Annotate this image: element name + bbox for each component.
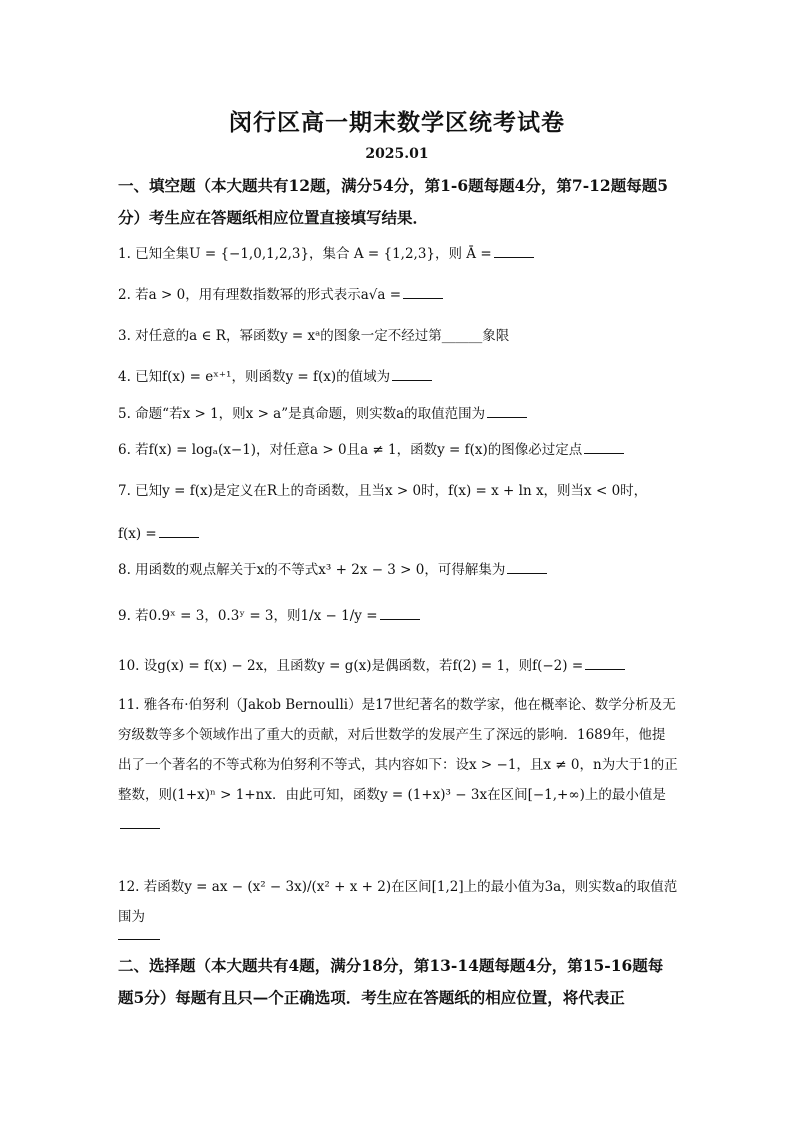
answer-blank: [403, 297, 443, 299]
answer-blank: [380, 618, 420, 620]
answer-blank: [507, 572, 547, 574]
section-2-heading: 二、选择题（本大题共有4题，满分18分，第13-14题每题4分，第15-16题每题5分）每题有且只—个正确选项．考生应在答题纸的相应位置，将代表正: [118, 956, 664, 1007]
question-2: [118, 285, 678, 305]
question-6-text: 6. 若f(x) = logₐ(x−1)，对任意a > 0且a ≠ 1，函数y = f(x)的图像必过定点: [118, 442, 583, 458]
question-3-text: 3. 对任意的a ∈ R，幂函数y = xᵃ的图象一定不经过第______象限: [118, 328, 510, 344]
answer-blank: [487, 416, 527, 418]
question-1-text: 1. 已知全集U = {−1,0,1,2,3}，集合 A = {1,2,3}，则 Ā =: [118, 246, 492, 262]
answer-blank: [494, 256, 534, 258]
question-8: [118, 560, 678, 580]
question-2-text: 2. 若a > 0，用有理数指数幂的形式表示a√a =: [118, 287, 402, 303]
question-4-text: 4. 已知f(x) = eˣ⁺¹，则函数y = f(x)的值域为: [118, 369, 391, 385]
question-5-text: 5. 命题“若x > 1，则x > a”是真命题，则实数a的取值范围为: [118, 406, 486, 422]
question-4: [118, 367, 678, 387]
question-7-line-1: [118, 481, 678, 501]
question-11-text: 11. 雅各布·伯努利（Jakob Bernoulli）是17世纪著名的数学家，他在概率论、数学分析及无穷级数等多个领域作出了重大的贡献，对后世数学的发展产生了深远的影响．1689年，他提出了一个著名的不等式称为伯努利不等式，其内容如下：设x > −1，且x ≠ 0，n为大于1的正整数，则(1+x)ⁿ > 1+nx．由此可知，函数y = (1+x)³ − 3x在区间[−1,+∞)上的最小值是: [118, 697, 678, 803]
answer-blank: [118, 938, 160, 940]
question-1: [118, 244, 678, 264]
question-5: [118, 404, 678, 424]
answer-blank: [392, 379, 432, 381]
question-12: [118, 872, 678, 932]
question-7-answer-label: f(x) =: [118, 526, 157, 542]
question-7-line-2: [118, 524, 678, 544]
answer-blank: [120, 827, 160, 829]
question-11: [118, 690, 678, 840]
question-10: [118, 656, 678, 676]
question-6: [118, 440, 678, 460]
question-9-text: 9. 若0.9ˣ = 3，0.3ʸ = 3，则1/x − 1/y =: [118, 608, 378, 624]
section-1-heading: 一、填空题（本大题共有12题，满分54分，第1-6题每题4分，第7-12题每题5分）考生应在答题纸相应位置直接填写结果．: [118, 176, 669, 227]
question-3: [118, 326, 678, 346]
answer-blank: [159, 536, 199, 538]
answer-blank: [584, 452, 624, 454]
exam-date: 2025.01: [365, 146, 429, 162]
question-12-answer-line: [118, 926, 678, 946]
question-8-text: 8. 用函数的观点解关于x的不等式x³ + 2x − 3 > 0，可得解集为: [118, 562, 506, 578]
answer-blank: [585, 668, 625, 670]
question-7-text: 7. 已知y = f(x)是定义在R上的奇函数，且当x > 0时，f(x) = x + ln x，则当x < 0时，: [118, 483, 648, 499]
page-title: 闵行区高一期末数学区统考试卷: [229, 109, 565, 136]
question-10-text: 10. 设g(x) = f(x) − 2x，且函数y = g(x)是偶函数，若f(2) = 1，则f(−2) =: [118, 658, 584, 674]
question-9: [118, 606, 678, 626]
question-12-text: 12. 若函数y = ax − (x² − 3x)/(x² + x + 2)在区间[1,2]上的最小值为3a，则实数a的取值范围为: [118, 879, 678, 925]
